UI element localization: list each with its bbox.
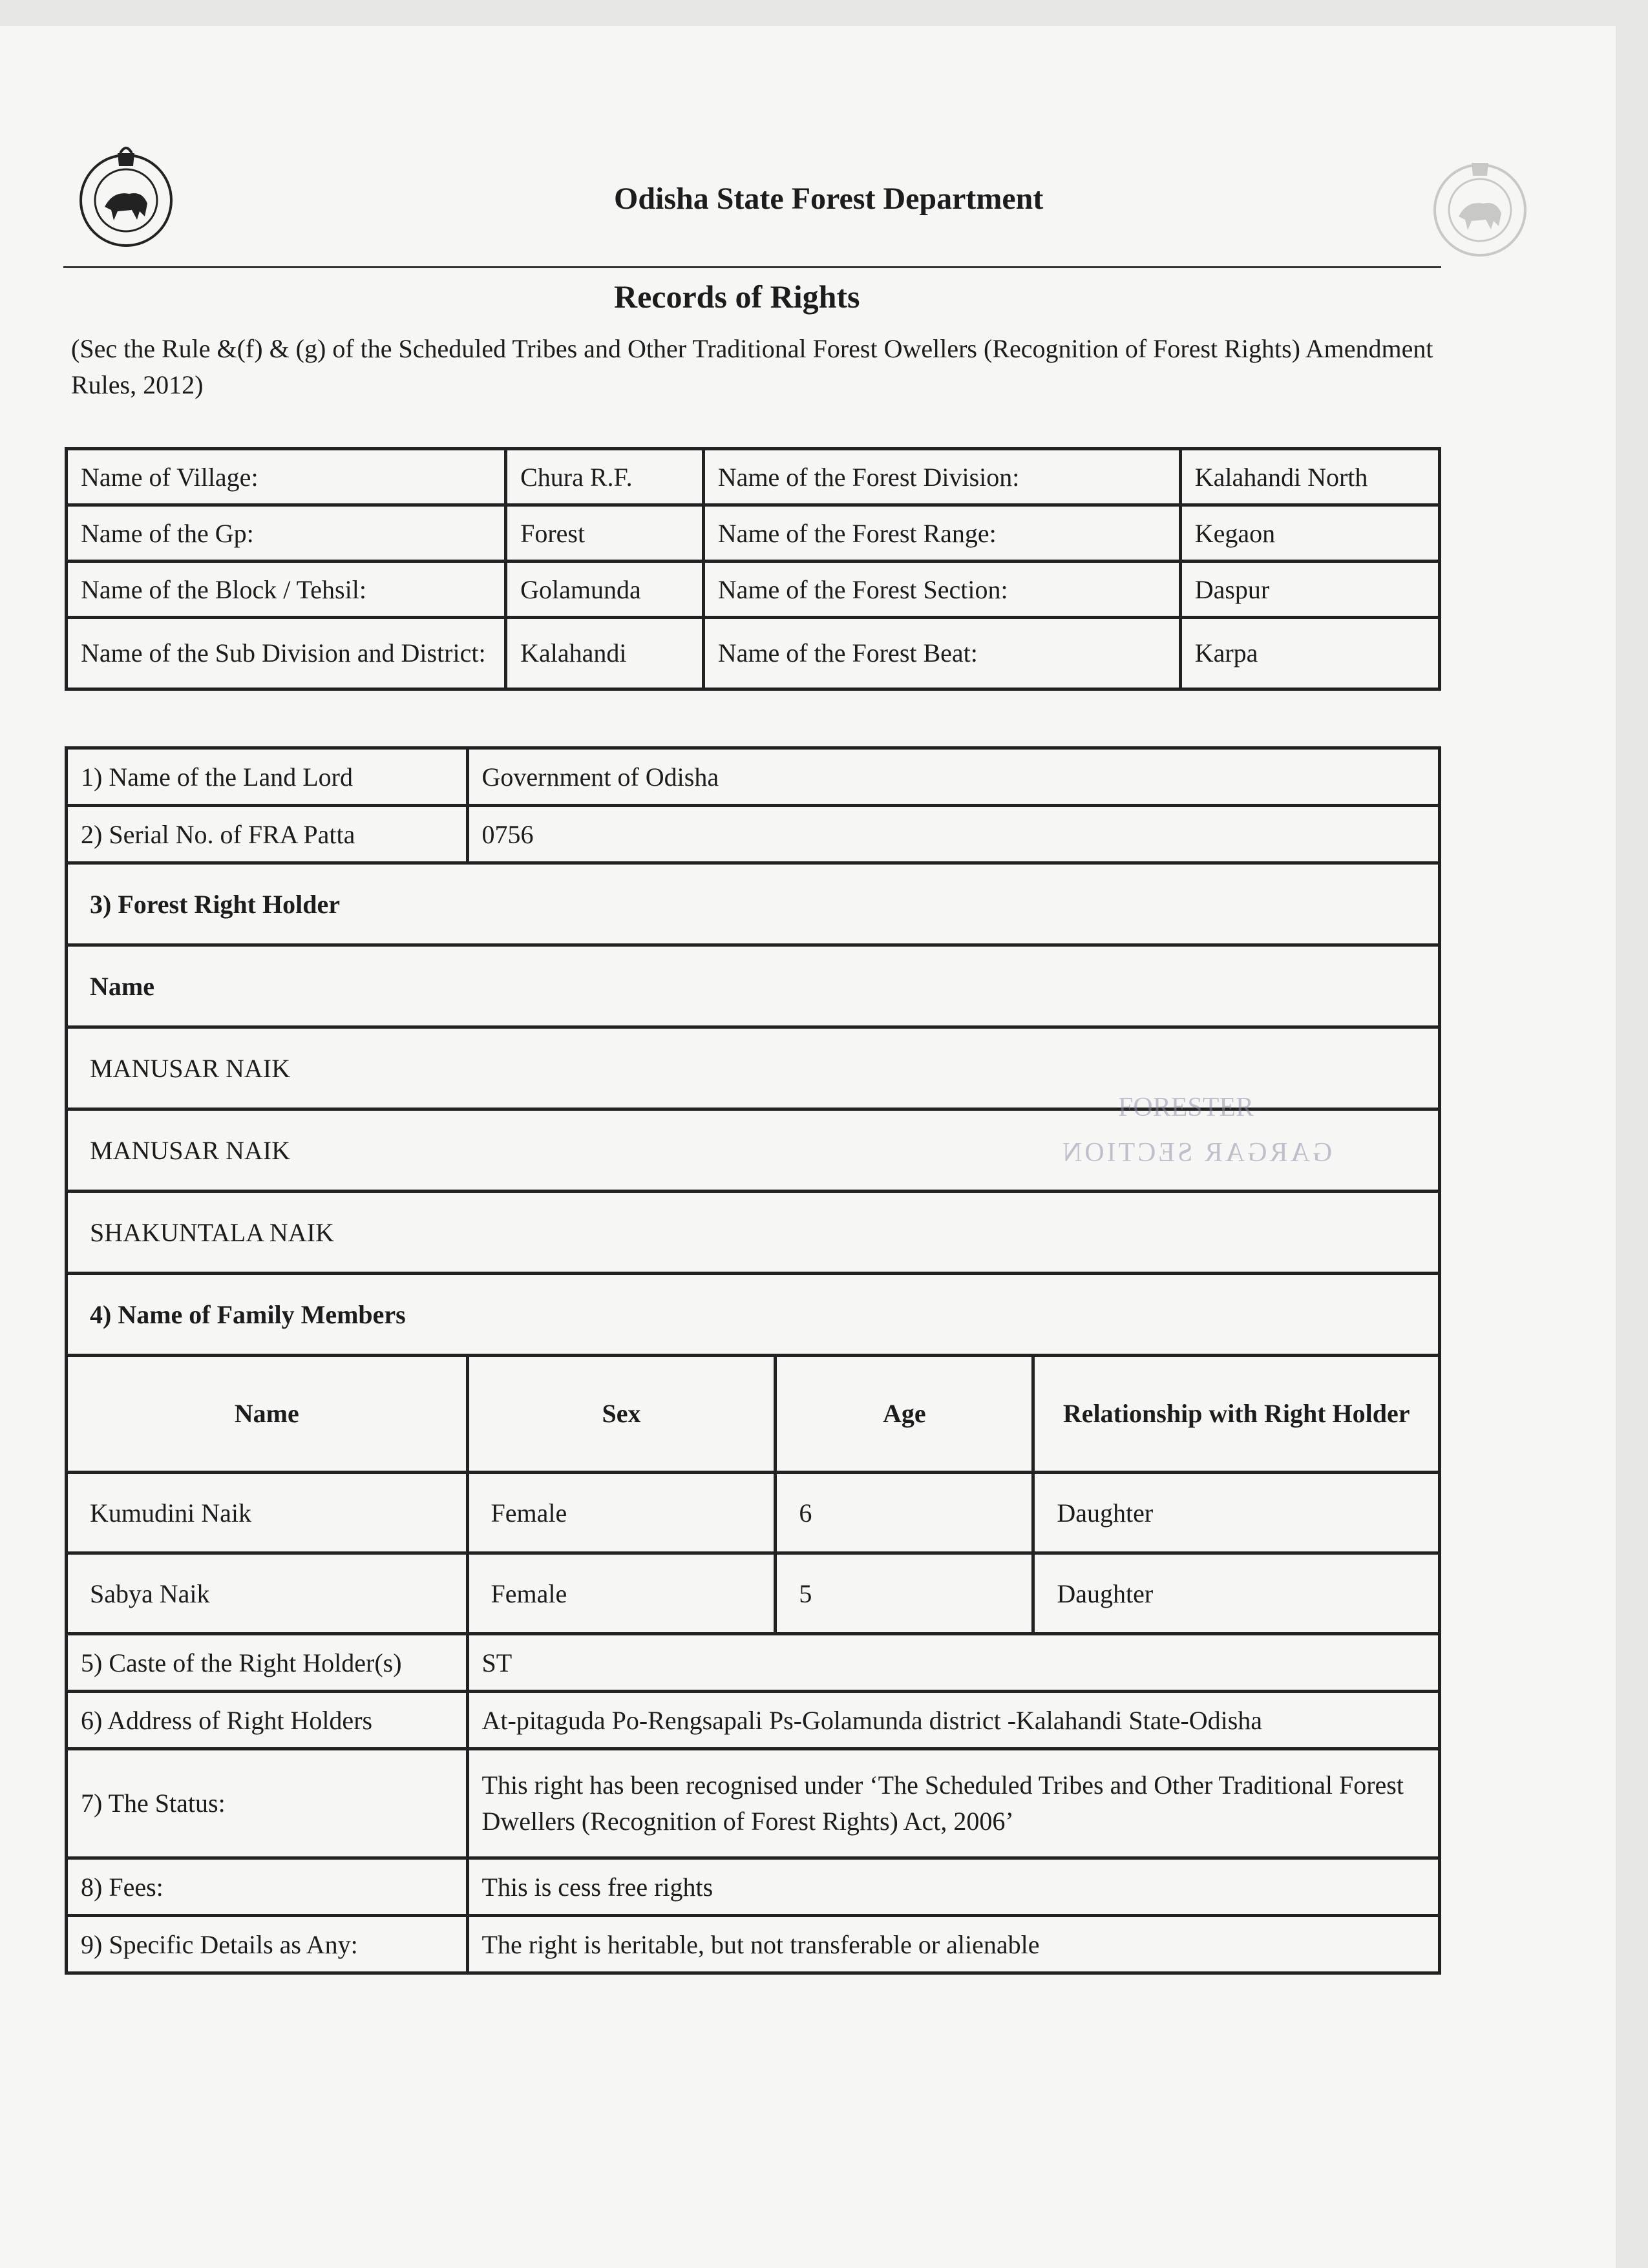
caste-label: 5) Caste of the Right Holder(s)	[67, 1634, 468, 1692]
serial-value: 0756	[467, 806, 1439, 863]
document-title: Records of Rights	[614, 278, 860, 315]
odisha-emblem-faded-icon	[1431, 149, 1528, 258]
table-row	[67, 562, 1440, 618]
table-row	[67, 1749, 1440, 1858]
table-row	[67, 1192, 1440, 1274]
table-row	[67, 945, 1440, 1027]
table-row	[67, 1916, 1440, 1973]
forest-beat-label: Name of the Forest Beat:	[703, 618, 1180, 689]
family-member-row	[67, 1553, 1440, 1634]
family-col-sex: Sex	[467, 1356, 776, 1473]
holder-name: SHAKUNTALA NAIK	[67, 1192, 1440, 1274]
member-relationship: Daughter	[1033, 1553, 1440, 1634]
forest-section-label: Name of the Forest Section:	[703, 562, 1180, 618]
table-row	[67, 505, 1440, 562]
holder-name: MANUSAR NAIK	[67, 1109, 1440, 1192]
holder-heading: 3) Forest Right Holder	[67, 863, 1440, 945]
fees-label: 8) Fees:	[67, 1858, 468, 1916]
member-age: 6	[776, 1473, 1033, 1553]
land-lord-value: Government of Odisha	[467, 748, 1439, 806]
sub-division-value: Kalahandi	[506, 618, 704, 689]
forest-beat-value: Karpa	[1180, 618, 1439, 689]
holder-name: MANUSAR NAIK	[67, 1027, 1440, 1109]
address-value: At-pitaguda Po-Rengsapali Ps-Golamunda district -Kalahandi State-Odisha	[467, 1692, 1439, 1749]
document-page	[0, 26, 1616, 2268]
block-tehsil-value: Golamunda	[506, 562, 704, 618]
gp-label: Name of the Gp:	[67, 505, 506, 562]
table-row	[67, 449, 1440, 505]
status-value: This right has been recognised under ‘The Scheduled Tribes and Other Traditional Forest Dwellers (Recognition of Forest Rights) Act, 2006’	[467, 1749, 1439, 1858]
status-label: 7) The Status:	[67, 1749, 468, 1858]
document-subtitle: (Sec the Rule &(f) & (g) of the Scheduled Tribes and Other Traditional Forest Owellers (Recognition of Forest Rights) Amendment Rules, 2012)	[71, 334, 1433, 399]
serial-label: 2) Serial No. of FRA Patta	[67, 806, 468, 863]
department-title: Odisha State Forest Department	[614, 182, 1044, 216]
holder-name-heading: Name	[67, 945, 1440, 1027]
member-sex: Female	[467, 1473, 776, 1553]
table-row	[67, 1634, 1440, 1692]
sub-division-label: Name of the Sub Division and District:	[67, 618, 506, 689]
table-row	[67, 1274, 1440, 1356]
block-tehsil-label: Name of the Block / Tehsil:	[67, 562, 506, 618]
section-stamp-mirrored: GARGAR SECTION	[1060, 1138, 1333, 1168]
member-age: 5	[776, 1553, 1033, 1634]
land-lord-label: 1) Name of the Land Lord	[67, 748, 468, 806]
forester-stamp: FORESTER	[1118, 1093, 1254, 1122]
forest-range-label: Name of the Forest Range:	[703, 505, 1180, 562]
family-header-row	[67, 1356, 1440, 1473]
address-label: 6) Address of Right Holders	[67, 1692, 468, 1749]
member-relationship: Daughter	[1033, 1473, 1440, 1553]
forest-section-value: Daspur	[1180, 562, 1439, 618]
forest-division-label: Name of the Forest Division:	[703, 449, 1180, 505]
family-member-row	[67, 1473, 1440, 1553]
table-row	[67, 618, 1440, 689]
member-name: Sabya Naik	[67, 1553, 468, 1634]
header-divider	[63, 266, 1441, 268]
member-name: Kumudini Naik	[67, 1473, 468, 1553]
village-value: Chura R.F.	[506, 449, 704, 505]
odisha-emblem-icon	[78, 139, 174, 249]
table-row	[67, 748, 1440, 806]
family-col-relationship: Relationship with Right Holder	[1033, 1356, 1440, 1473]
table-row	[67, 863, 1440, 945]
table-row	[67, 806, 1440, 863]
village-label: Name of Village:	[67, 449, 506, 505]
table-row	[67, 1692, 1440, 1749]
caste-value: ST	[467, 1634, 1439, 1692]
table-row	[67, 1858, 1440, 1916]
specific-details-label: 9) Specific Details as Any:	[67, 1916, 468, 1973]
forest-division-value: Kalahandi North	[1180, 449, 1439, 505]
fees-value: This is cess free rights	[467, 1858, 1439, 1916]
family-heading: 4) Name of Family Members	[67, 1274, 1440, 1356]
location-table	[65, 447, 1441, 691]
forest-range-value: Kegaon	[1180, 505, 1439, 562]
family-col-name: Name	[67, 1356, 468, 1473]
member-sex: Female	[467, 1553, 776, 1634]
rights-table	[65, 746, 1441, 1975]
family-col-age: Age	[776, 1356, 1033, 1473]
gp-value: Forest	[506, 505, 704, 562]
specific-details-value: The right is heritable, but not transferable or alienable	[467, 1916, 1439, 1973]
